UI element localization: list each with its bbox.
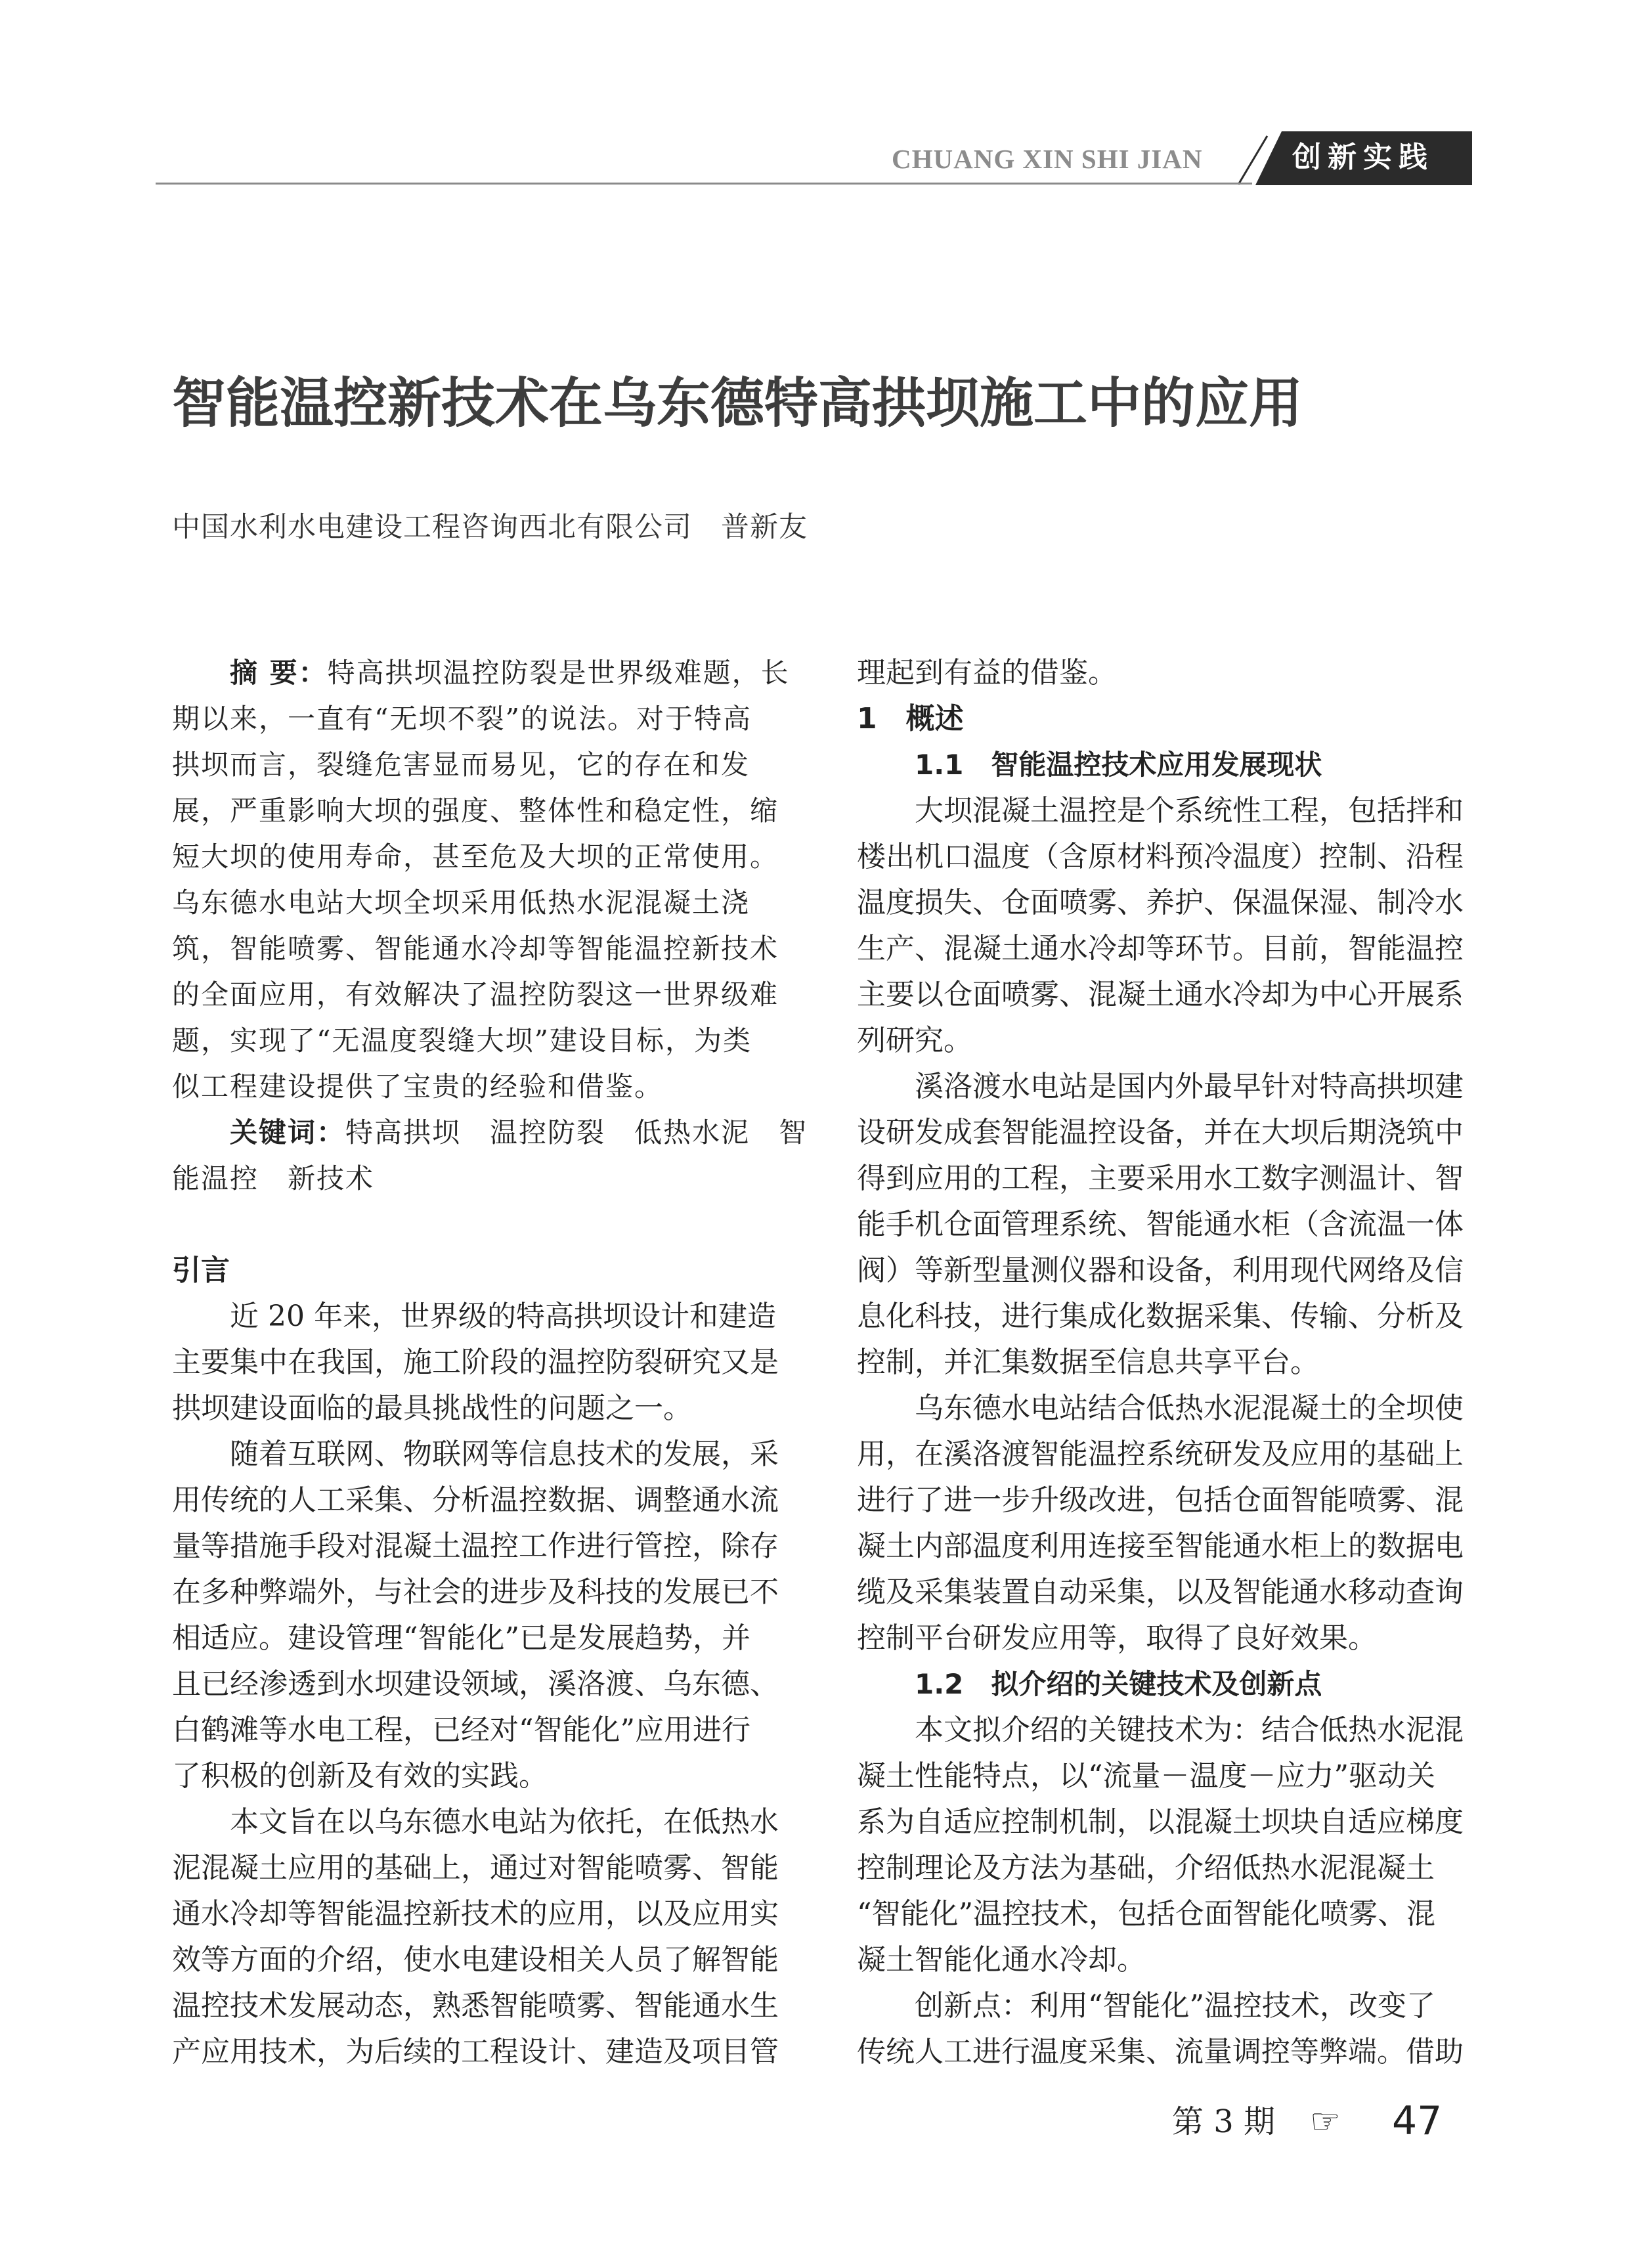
abstract-line: 筑，智能喷雾、智能通水冷却等智能温控新技术 [172, 932, 779, 965]
paragraph-line: 泥混凝土应用的基础上，通过对智能喷雾、智能 [172, 1851, 779, 1885]
article-author: 中国水利水电建设工程咨询西北有限公司 普新友 [172, 511, 808, 544]
paragraph-line: 设研发成套智能温控设备，并在大坝后期浇筑中 [857, 1116, 1464, 1149]
paragraph-line: 控制平台研发应用等，取得了良好效果。 [857, 1621, 1377, 1655]
intro-heading: 引言 [172, 1254, 230, 1287]
paragraph-line: 本文旨在以乌东德水电站为依托，在低热水 [230, 1805, 779, 1839]
paragraph-line: 溪洛渡水电站是国内外最早针对特高拱坝建 [915, 1070, 1464, 1103]
paragraph-line: 随着互联网、物联网等信息技术的发展，采 [230, 1437, 779, 1471]
article-title: 智能温控新技术在乌东德特高拱坝施工中的应用 [172, 372, 1303, 435]
abstract-line: 期以来，一直有“无坝不裂”的说法。对于特高 [172, 703, 752, 735]
paragraph-line: 白鹤滩等水电工程，已经对“智能化”应用进行 [172, 1713, 750, 1747]
paragraph-line: 温控技术发展动态，熟悉智能喷雾、智能通水生 [172, 1989, 779, 2023]
paragraph-line: 传统人工进行温度采集、流量调控等弊端。借助 [857, 2035, 1464, 2069]
paragraph-line: 效等方面的介绍，使水电建设相关人员了解智能 [172, 1943, 779, 1977]
paragraph-line: 主要以仓面喷雾、混凝土通水冷却为中心开展系 [857, 978, 1464, 1011]
paragraph-line: 大坝混凝土温控是个系统性工程，包括拌和 [915, 794, 1464, 827]
paragraph-line: 凝土内部温度利用连接至智能通水柜上的数据电 [857, 1529, 1464, 1563]
paragraph-line: 进行了进一步升级改进，包括仓面智能喷雾、混 [857, 1483, 1464, 1517]
paragraph-line: 阀）等新型量测仪器和设备，利用现代网络及信 [857, 1254, 1464, 1287]
paragraph-line: 用传统的人工采集、分析温控数据、调整通水流 [172, 1483, 779, 1517]
paragraph-line: 控制，并汇集数据至信息共享平台。 [857, 1346, 1319, 1379]
paragraph-line: 通水冷却等智能温控新技术的应用，以及应用实 [172, 1897, 779, 1931]
paragraph-line: 控制理论及方法为基础，介绍低热水泥混凝土 [857, 1851, 1435, 1885]
abstract [172, 650, 806, 1202]
paragraph-line: 创新点：利用“智能化”温控技术，改变了 [915, 1989, 1435, 2023]
abstract-line: 题，实现了“无温度裂缝大坝”建设目标，为类 [172, 1024, 752, 1057]
paragraph-line: 相适应。建设管理“智能化”已是发展趋势，并 [172, 1621, 750, 1655]
keywords-line [172, 1110, 806, 1156]
abstract-line: 展，严重影响大坝的强度、整体性和稳定性，缩 [172, 795, 779, 827]
keywords-label: 关键词： [230, 1116, 346, 1149]
paragraph-line: “智能化”温控技术，包括仓面智能化喷雾、混 [857, 1897, 1435, 1931]
pointing-hand-icon: ☞ [1310, 2102, 1341, 2141]
abstract-line: 拱坝而言，裂缝危害显而易见，它的存在和发 [172, 749, 750, 781]
section-heading: 1 概述 [857, 702, 964, 735]
paragraph-line: 列研究。 [857, 1024, 972, 1057]
paragraph-line: 拱坝建设面临的最具挑战性的问题之一。 [172, 1391, 692, 1425]
paragraph-line: 在多种弊端外，与社会的进步及科技的发展已不 [172, 1575, 779, 1609]
paragraph-line: 得到应用的工程，主要采用水工数字测温计、智 [857, 1162, 1464, 1195]
abstract-line: 乌东德水电站大坝全坝采用低热水泥混凝土浇 [172, 887, 750, 919]
abstract-line: 短大坝的使用寿命，甚至危及大坝的正常使用。 [172, 841, 779, 873]
paragraph-line: 本文拟介绍的关键技术为：结合低热水泥混 [915, 1713, 1464, 1747]
right-column [857, 650, 1490, 2075]
issue-number: 第 3 期 [1172, 2103, 1276, 2140]
paragraph-line: 用，在溪洛渡智能温控系统研发及应用的基础上 [857, 1437, 1464, 1471]
header-divider [156, 183, 1252, 185]
paragraph-line: 缆及采集装置自动采集，以及智能通水移动查询 [857, 1575, 1464, 1609]
paragraph-line: 楼出机口温度（含原材料预冷温度）控制、沿程 [857, 840, 1464, 873]
paragraph-line: 理起到有益的借鉴。 [857, 656, 1117, 690]
journal-section-pinyin: CHUANG XIN SHI JIAN [892, 144, 1203, 174]
journal-section-name: 创新实践 [1292, 141, 1434, 174]
paragraph-line: 息化科技，进行集成化数据采集、传输、分析及 [857, 1300, 1464, 1333]
paragraph-line: 主要集中在我国，施工阶段的温控防裂研究又是 [172, 1346, 779, 1379]
paragraph-line: 且已经渗透到水坝建设领域，溪洛渡、乌东德、 [172, 1667, 779, 1701]
spacer [172, 1202, 806, 1248]
abstract-text: 特高拱坝温控防裂是世界级难题，长 [327, 657, 790, 689]
left-column [172, 650, 806, 2075]
paragraph-line: 产应用技术，为后续的工程设计、建造及项目管 [172, 2035, 779, 2069]
paragraph-line: 凝土性能特点，以“流量－温度－应力”驱动关 [857, 1759, 1435, 1793]
page-number: 47 [1392, 2098, 1443, 2144]
paragraph-line: 量等措施手段对混凝土温控工作进行管控，除存 [172, 1529, 779, 1563]
paragraph-line: 乌东德水电站结合低热水泥混凝土的全坝使 [915, 1391, 1464, 1425]
paragraph-line: 系为自适应控制机制，以混凝土坝块自适应梯度 [857, 1805, 1464, 1839]
paragraph-line: 了积极的创新及有效的实践。 [172, 1759, 548, 1793]
abstract-line: 似工程建设提供了宝贵的经验和借鉴。 [172, 1070, 664, 1103]
keywords-text: 特高拱坝 温控防裂 低热水泥 智 [345, 1116, 808, 1149]
abstract-label: 摘 要： [230, 657, 328, 689]
subsection-heading: 1.2 拟介绍的关键技术及创新点 [915, 1668, 1322, 1700]
abstract-line [172, 650, 806, 696]
subsection-heading: 1.1 智能温控技术应用发展现状 [915, 749, 1322, 781]
paragraph-line: 温度损失、仓面喷雾、养护、保温保湿、制冷水 [857, 886, 1464, 919]
abstract-line: 的全面应用，有效解决了温控防裂这一世界级难 [172, 978, 779, 1011]
paragraph-line: 凝土智能化通水冷却。 [857, 1943, 1146, 1977]
paragraph-line: 能手机仓面管理系统、智能通水柜（含流温一体 [857, 1208, 1464, 1241]
keywords-line: 能温控 新技术 [172, 1162, 375, 1194]
paragraph-line: 近 20 年来，世界级的特高拱坝设计和建造 [230, 1300, 776, 1333]
paragraph-line: 生产、混凝土通水冷却等环节。目前，智能温控 [857, 932, 1464, 965]
